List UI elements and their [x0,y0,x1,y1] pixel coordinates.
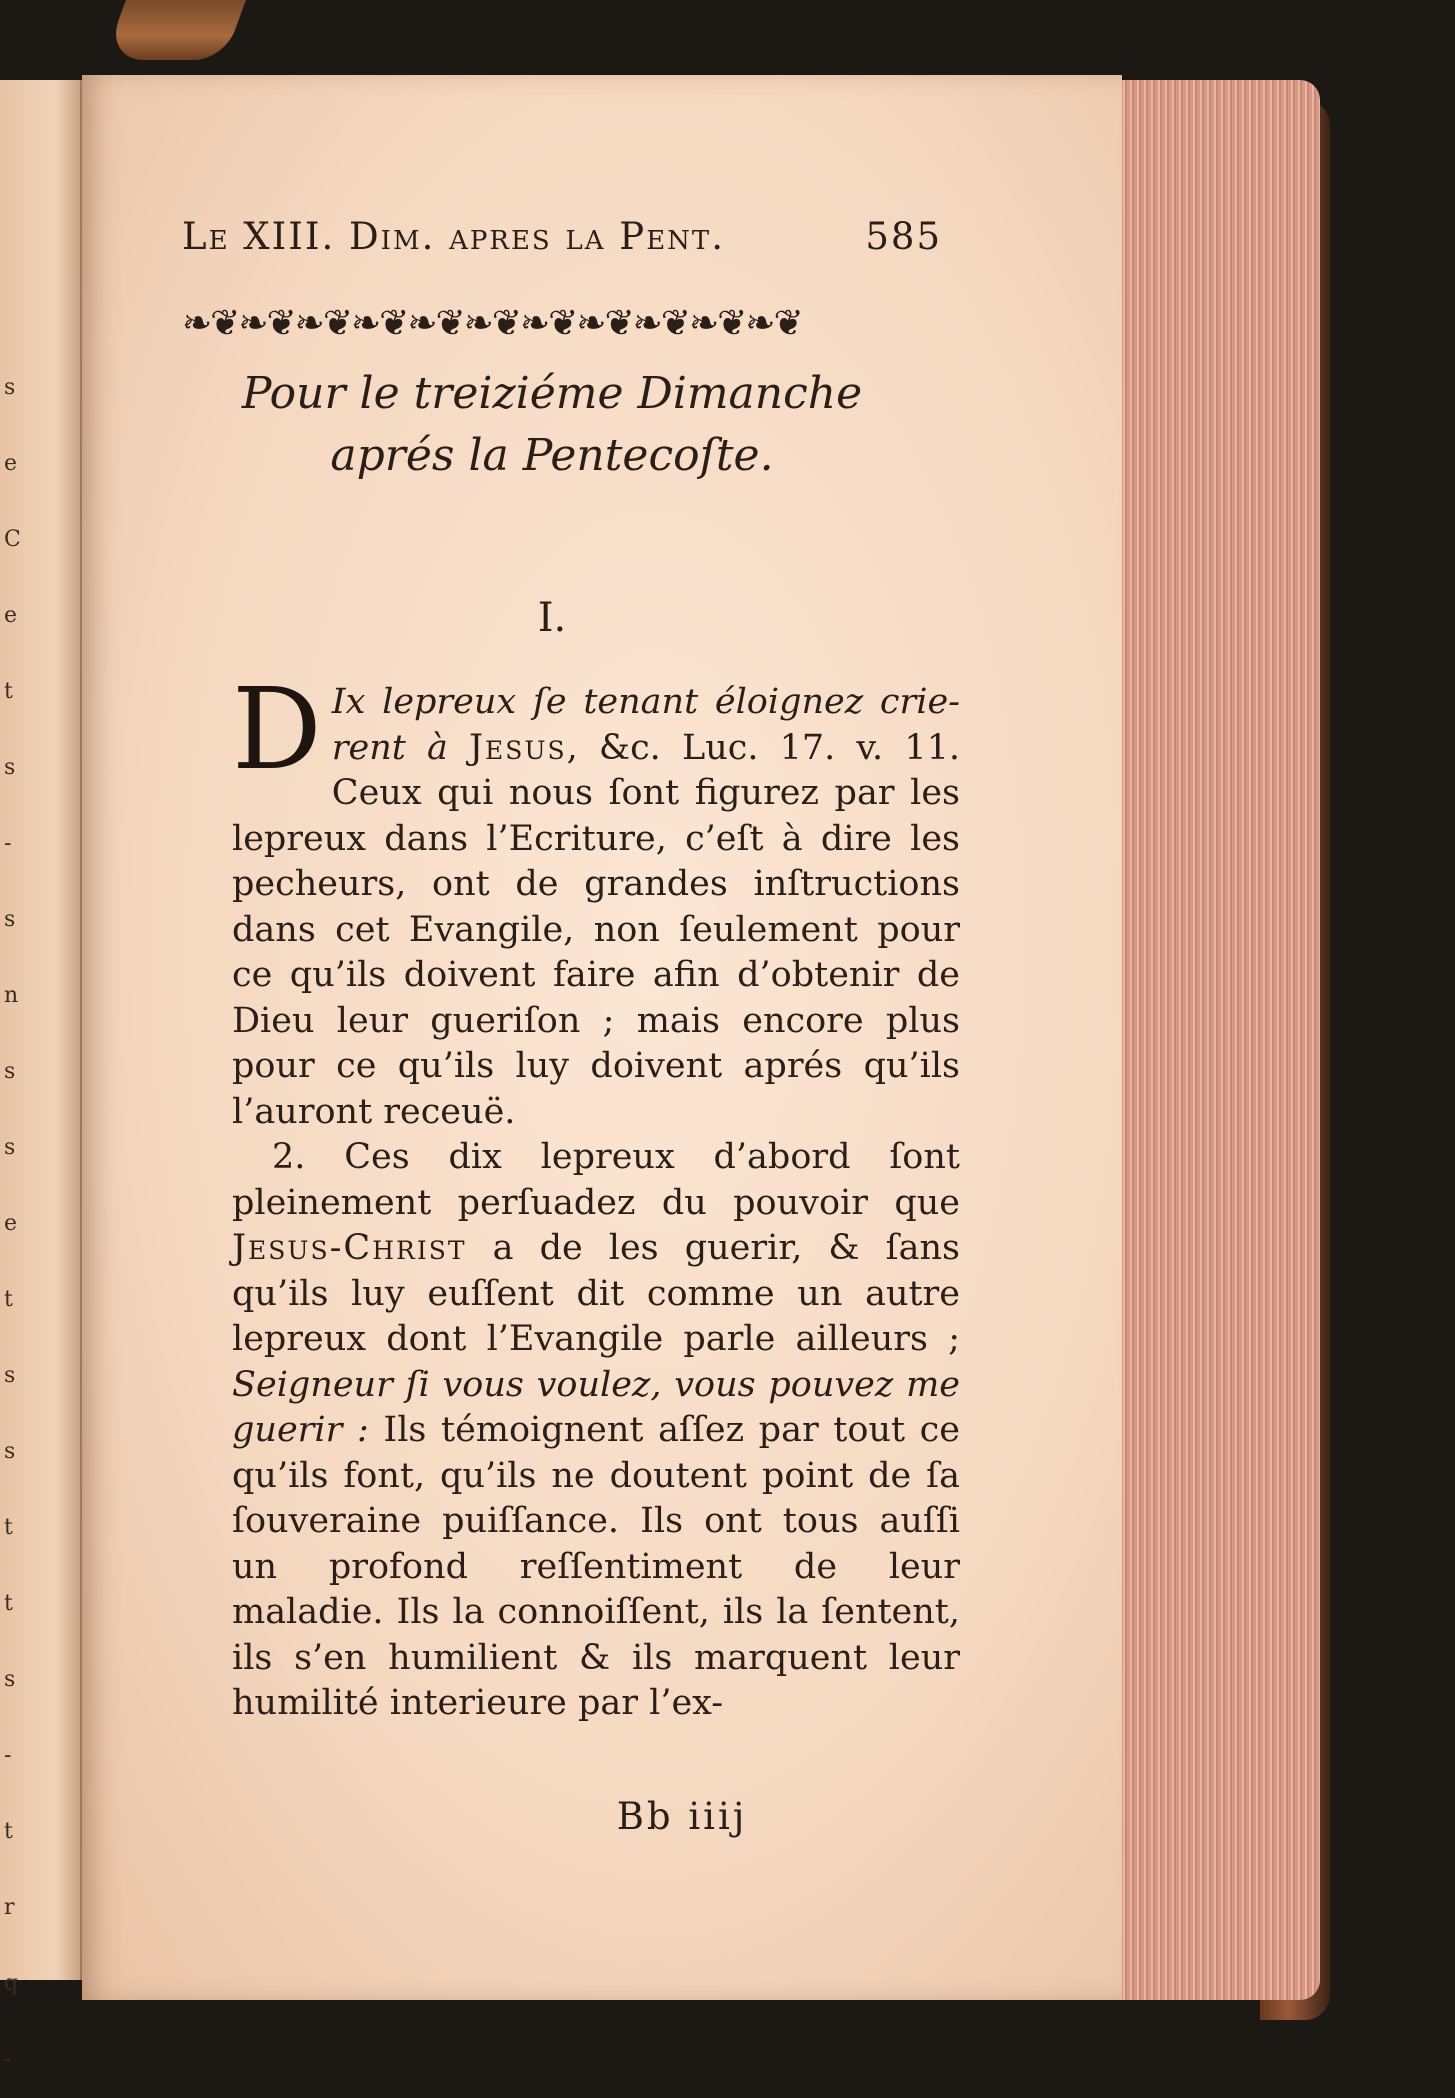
paragraph-2 [232,1135,960,1727]
page-number: 585 [865,215,942,258]
left-letter: - [4,2047,12,2072]
left-letter: C [4,527,21,552]
left-letter: s [4,1135,16,1160]
paragraph-2-text-c: Ils témoignent aſſez par tout ce qu’ils font, qu’ils ne doutent point de ſa ſouveraine puiſſance. Ils ont tous auſſi un profond reſſentiment de leur maladie. Ils la connoiſſent, ils la ſentent, ils s’en humilient & ils marquent leur humilité interieure par l’ex- [232,1410,960,1723]
left-letter: s [4,1439,16,1464]
left-letter: s [4,755,16,780]
left-letter: n [4,983,19,1008]
left-letter: - [4,1743,12,1768]
signature-mark: Bb iiij [616,1795,748,1838]
paragraph-1-text: Ceux qui nous ſont figurez par les lepreux dans l’Ecriture, c’eſt à dire les pecheurs, ont de grandes inſtructions dans cet Evangile, non ſeulement pour ce qu’ils doivent faire afin d’obtenir de Dieu leur gueriſon ; mais encore plus pour ce qu’ils luy doivent aprés qu’ils l’auront receuë. [232,773,960,1132]
italic-quote: Seigneur ſi vous voulez, vous pouvez me guerir : [232,1364,960,1450]
paragraph-2-text-a: 2. Ces dix lepreux d’abord ſont pleinement perſuadez du pouvoir que [232,1137,960,1223]
running-head [182,215,942,258]
left-letter: e [4,1211,18,1236]
jesus-christ-name: Jesus-Christ [232,1228,467,1268]
italic-lead: Ix lepreux ſe tenant éloignez crie-rent à [331,682,960,768]
left-letter: t [4,679,13,704]
left-letter: s [4,1059,16,1084]
paragraph-1 [232,665,960,1135]
bookmark-ribbon [104,0,246,60]
heading-line-2: aprés la Pentecoſte. [330,430,774,481]
heading-line-1: Pour le treiziéme Dimanche [241,368,863,419]
scripture-reference: , &c. Luc. 17. v. 11. [566,727,960,768]
left-letter: t [4,1591,13,1616]
left-page-letters [4,350,24,2098]
left-letter: r [4,1895,15,1920]
drop-cap: D [232,665,322,795]
chapter-heading [182,363,922,487]
left-letter: t [4,1819,13,1844]
left-letter: s [4,907,16,932]
decorative-ornament-band: ❧❦❧❦❧❦❧❦❧❦❧❦❧❦❧❦❧❦❧❦❧❦ [182,303,802,344]
section-number: I. [537,595,567,641]
right-page [82,75,1122,2000]
body-text [232,665,960,1727]
left-page-edge [0,80,82,2072]
left-letter: t [4,1515,13,1540]
left-letter: e [4,451,18,476]
running-head-title: Le XIII. Dim. apres la Pent. [182,215,726,258]
left-letter: s [4,1667,16,1692]
left-letter: t [4,1287,13,1312]
left-letter: s [4,1363,16,1388]
paragraph-2-text-b: a de les guerir, & ſans qu’ils luy euſſent dit comme un autre lepreux dont l’Evangile parle ailleurs ; [232,1228,960,1359]
left-letter: q [4,1971,19,1996]
left-letter: s [4,375,16,400]
left-letter: - [4,831,12,856]
left-letter: e [4,603,18,628]
jesus-name: Jesus [469,727,567,768]
